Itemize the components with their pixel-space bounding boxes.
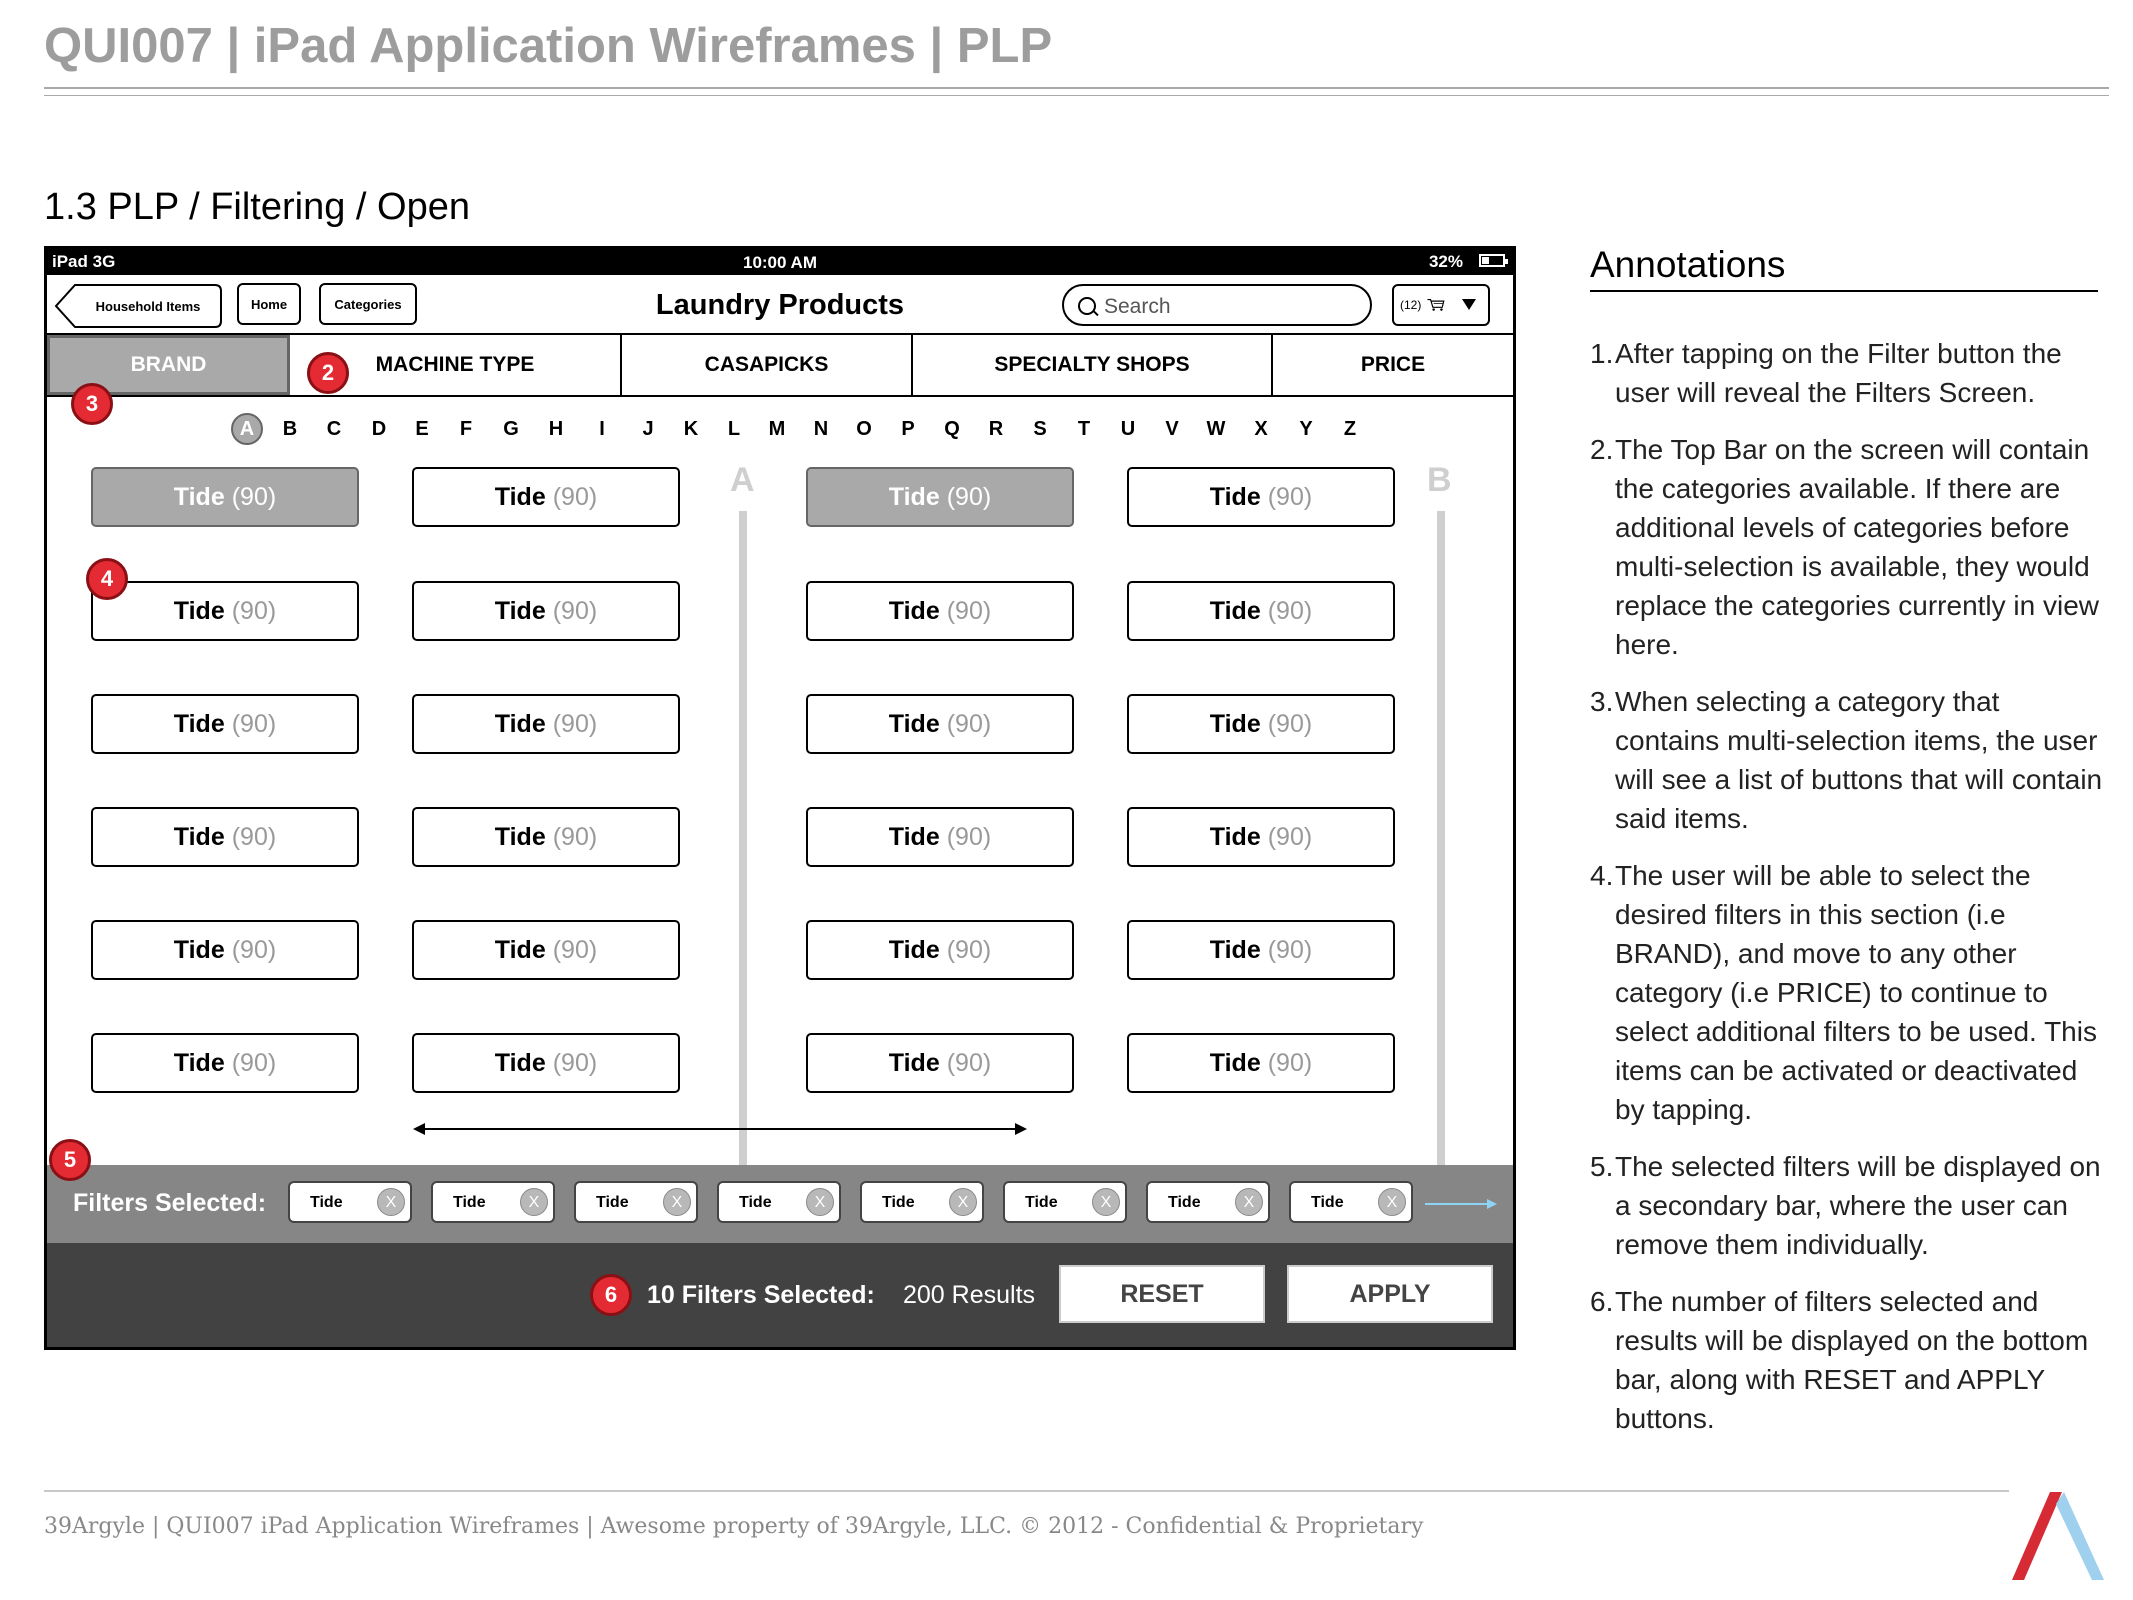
filter-count: (90) (231, 482, 277, 511)
alphabet-letter[interactable]: E (415, 418, 429, 440)
filter-count: (90) (946, 596, 992, 625)
filter-count: (90) (1267, 596, 1313, 625)
alphabet-letter[interactable]: D (371, 418, 387, 440)
alphabet-letter[interactable]: S (1033, 418, 1047, 440)
filter-grid (47, 249, 1513, 1165)
filter-button[interactable] (91, 467, 359, 527)
alphabet-letter[interactable]: Q (944, 418, 960, 440)
filter-count: (90) (1267, 709, 1313, 738)
filter-button[interactable] (91, 920, 359, 980)
filter-button[interactable] (1127, 1033, 1395, 1093)
filter-count: (90) (231, 596, 277, 625)
selected-filter-chip (288, 1181, 412, 1223)
annotation-text: The number of filters selected and results will be displayed on the bottom bar, along with RESET and APPLY buttons. (1615, 1286, 2089, 1434)
alphabet-letter[interactable]: V (1165, 418, 1179, 440)
filter-name: Tide (888, 1048, 940, 1077)
filter-button[interactable] (91, 807, 359, 867)
filter-name: Tide (494, 1048, 546, 1077)
filter-button[interactable] (1127, 467, 1395, 527)
selected-filters-label: Filters Selected: (73, 1189, 267, 1217)
filter-count: (90) (552, 822, 598, 851)
ipad-frame (44, 246, 1516, 1350)
alphabet-letter[interactable]: O (856, 418, 872, 440)
results-count: 200 Results (903, 1281, 1036, 1309)
alphabet-letter[interactable]: X (1254, 418, 1268, 440)
chip-label: Tide (882, 1194, 915, 1211)
annotation-number: 3. (1590, 686, 1614, 717)
chip-label: Tide (739, 1194, 772, 1211)
tab-price[interactable]: PRICE (1360, 353, 1426, 376)
column-header-b: B (1427, 461, 1452, 499)
filter-count: (90) (1267, 482, 1313, 511)
alphabet-letter[interactable]: C (326, 418, 342, 440)
bottom-bar (47, 1243, 1513, 1347)
annotation-text: When selecting a category that contains multi-selection items, the user will see a list of buttons that will contain said items. (1615, 686, 2103, 834)
tab-machine-type[interactable]: MACHINE TYPE (290, 335, 622, 395)
alphabet-letter[interactable]: U (1120, 418, 1136, 440)
filter-count: (90) (946, 709, 992, 738)
home-button[interactable]: Home (237, 283, 301, 325)
remove-filter-icon[interactable]: X (806, 1188, 834, 1216)
filter-count: (90) (552, 709, 598, 738)
remove-filter-icon[interactable]: X (520, 1188, 548, 1216)
annotation-number: 6. (1590, 1286, 1614, 1317)
filter-name: Tide (1209, 935, 1261, 964)
alphabet-letter[interactable]: K (683, 418, 699, 440)
filter-count: (90) (1267, 822, 1313, 851)
section-title: 1.3 PLP / Filtering / Open (44, 186, 470, 228)
annotations-rule (1590, 290, 2098, 292)
filter-button[interactable] (1127, 807, 1395, 867)
alphabet-letter[interactable]: L (727, 418, 741, 440)
filter-button[interactable] (1127, 581, 1395, 641)
annotation-number: 5. (1590, 1151, 1614, 1182)
filter-count: (90) (231, 935, 277, 964)
filter-count: (90) (946, 482, 992, 511)
filter-count: (90) (552, 1048, 598, 1077)
filter-name: Tide (494, 482, 546, 511)
annotation-item (1590, 1282, 2110, 1438)
filter-name: Tide (888, 482, 940, 511)
tab-brand[interactable]: BRAND (47, 335, 290, 395)
filter-button[interactable] (412, 694, 680, 754)
annotation-text: After tapping on the Filter button the user will reveal the Filters Screen. (1615, 338, 2062, 408)
annotation-item (1590, 856, 2110, 1129)
filter-count: (90) (552, 935, 598, 964)
alphabet-letter[interactable]: Y (1299, 418, 1313, 440)
device-label: iPad 3G (52, 252, 116, 271)
filter-name: Tide (888, 935, 940, 964)
selected-filters-bar (47, 1165, 1513, 1243)
categories-button[interactable]: Categories (319, 283, 417, 325)
filter-button[interactable] (806, 467, 1074, 527)
filter-button[interactable] (91, 1033, 359, 1093)
annotations-list (1590, 334, 2110, 1456)
filter-button[interactable] (806, 920, 1074, 980)
filter-button[interactable] (412, 807, 680, 867)
annotation-badge: 4 (86, 558, 128, 600)
scrollbar-a[interactable] (739, 511, 747, 1165)
alphabet-letter[interactable]: G (503, 418, 519, 440)
filter-name: Tide (173, 822, 225, 851)
annotations-title: Annotations (1590, 244, 1786, 285)
status-time: 10:00 AM (742, 253, 817, 272)
alphabet-letter[interactable]: M (768, 418, 786, 440)
annotation-item (1590, 682, 2110, 838)
filter-name: Tide (1209, 596, 1261, 625)
back-button[interactable]: Household Items (95, 298, 201, 314)
remove-filter-icon[interactable]: X (1378, 1188, 1406, 1216)
filter-count: (90) (231, 822, 277, 851)
filter-button[interactable] (806, 807, 1074, 867)
remove-filter-icon[interactable]: X (1092, 1188, 1120, 1216)
annotation-number: 2. (1590, 434, 1614, 465)
search-placeholder: Search (1104, 295, 1171, 318)
selected-filter-chip (1289, 1181, 1413, 1223)
arrow-right-icon (1425, 1197, 1497, 1211)
annotation-item (1590, 430, 2110, 664)
horizontal-scroll-arrow-icon (413, 1121, 1027, 1137)
selected-filter-chip (431, 1181, 555, 1223)
column-header-a: A (730, 461, 755, 499)
chip-label: Tide (596, 1194, 629, 1211)
tab-casapicks[interactable]: CASAPICKS (622, 335, 913, 395)
annotation-badge: 5 (49, 1139, 91, 1181)
footer-rule (44, 1490, 2009, 1492)
annotation-text: The selected filters will be displayed on a secondary bar, where the user can remove them individually. (1615, 1151, 2101, 1260)
filter-name: Tide (888, 596, 940, 625)
annotation-number: 1. (1590, 338, 1614, 369)
filter-name: Tide (1209, 709, 1261, 738)
alphabet-letter[interactable]: T (1077, 418, 1091, 440)
annotation-item (1590, 1147, 2110, 1264)
annotation-badge: 2 (307, 352, 349, 394)
filter-name: Tide (173, 709, 225, 738)
filter-count: (90) (552, 596, 598, 625)
header-rule-thin (44, 95, 2109, 96)
filter-button[interactable] (806, 1033, 1074, 1093)
filter-count: (90) (1267, 1048, 1313, 1077)
filter-button[interactable] (412, 1033, 680, 1093)
filter-button[interactable] (1127, 694, 1395, 754)
filter-button[interactable] (806, 581, 1074, 641)
filter-button[interactable] (412, 920, 680, 980)
selected-filter-chip (1146, 1181, 1270, 1223)
filter-name: Tide (1209, 822, 1261, 851)
battery-percent: 32% (1428, 252, 1463, 271)
remove-filter-icon[interactable]: X (377, 1188, 405, 1216)
selected-filter-chip (860, 1181, 984, 1223)
alphabet-letter[interactable]: R (988, 418, 1004, 440)
reset-button[interactable]: RESET (1059, 1265, 1265, 1323)
filter-name: Tide (173, 596, 225, 625)
annotation-text: The Top Bar on the screen will contain the categories available. If there are additional levels of categories before multi-selection is available, they would replace the categories currently in view here. (1615, 434, 2100, 660)
filter-name: Tide (494, 935, 546, 964)
page-title: Laundry Products (655, 289, 905, 321)
filter-name: Tide (173, 482, 225, 511)
alphabet-letter[interactable]: A (231, 413, 263, 445)
filter-name: Tide (1209, 1048, 1261, 1077)
annotation-number: 4. (1590, 860, 1614, 891)
logo-icon (2010, 1490, 2106, 1582)
alphabet-letter[interactable]: B (282, 418, 298, 440)
filter-button[interactable] (1127, 920, 1395, 980)
cart-count: (12) (1400, 298, 1422, 312)
chip-label: Tide (453, 1194, 486, 1211)
filter-count: (90) (552, 482, 598, 511)
chip-label: Tide (310, 1194, 343, 1211)
chip-label: Tide (1311, 1194, 1344, 1211)
document-title: QUI007 | iPad Application Wireframes | PLP (44, 19, 1053, 73)
header-rule (44, 87, 2109, 89)
annotation-item (1590, 334, 2110, 412)
filter-count: (90) (1267, 935, 1313, 964)
filter-count: (90) (946, 1048, 992, 1077)
filter-button[interactable] (806, 694, 1074, 754)
annotation-badge: 6 (590, 1274, 632, 1316)
chip-label: Tide (1025, 1194, 1058, 1211)
filter-count: (90) (946, 935, 992, 964)
alphabet-letter[interactable]: I (599, 418, 605, 440)
remove-filter-icon[interactable]: X (1235, 1188, 1263, 1216)
apply-button[interactable]: APPLY (1287, 1265, 1493, 1323)
alphabet-letter[interactable]: H (548, 418, 564, 440)
filter-count: (90) (946, 822, 992, 851)
alphabet-letter[interactable]: Z (1343, 418, 1357, 440)
filter-button[interactable] (412, 581, 680, 641)
annotation-badge: 3 (71, 383, 113, 425)
filter-button[interactable] (91, 581, 359, 641)
filters-count: 10 Filters Selected: (647, 1281, 875, 1309)
scrollbar-b[interactable] (1437, 511, 1445, 1165)
remove-filter-icon[interactable]: X (949, 1188, 977, 1216)
chip-label: Tide (1168, 1194, 1201, 1211)
selected-filter-chip (717, 1181, 841, 1223)
alphabet-letter[interactable]: P (901, 418, 915, 440)
filter-name: Tide (494, 709, 546, 738)
filter-count: (90) (231, 709, 277, 738)
alphabet-letter[interactable]: N (813, 418, 829, 440)
annotation-text: The user will be able to select the desired filters in this section (i.e BRAND), and move to any other category (i.e PRICE) to continue to select additional filters to be used. This items can be activated or deactivated by tapping. (1615, 860, 2097, 1125)
alphabet-letter[interactable]: W (1206, 418, 1226, 440)
footer-text: 39Argyle | QUI007 iPad Application Wireframes | Awesome property of 39Argyle, LLC. © 2012 - Confidential & Proprietary (44, 1514, 1424, 1539)
selected-filter-chip (1003, 1181, 1127, 1223)
filter-count: (90) (231, 1048, 277, 1077)
filter-button[interactable] (412, 467, 680, 527)
filter-name: Tide (494, 822, 546, 851)
filter-name: Tide (888, 822, 940, 851)
filter-name: Tide (494, 596, 546, 625)
filter-name: Tide (173, 1048, 225, 1077)
selected-filter-chip (574, 1181, 698, 1223)
tab-specialty-shops[interactable]: SPECIALTY SHOPS (913, 335, 1273, 395)
filter-name: Tide (1209, 482, 1261, 511)
filter-button[interactable] (91, 694, 359, 754)
filter-name: Tide (888, 709, 940, 738)
remove-filter-icon[interactable]: X (663, 1188, 691, 1216)
alphabet-letter[interactable]: J (642, 418, 654, 440)
filter-name: Tide (173, 935, 225, 964)
alphabet-letter[interactable]: F (459, 418, 473, 440)
